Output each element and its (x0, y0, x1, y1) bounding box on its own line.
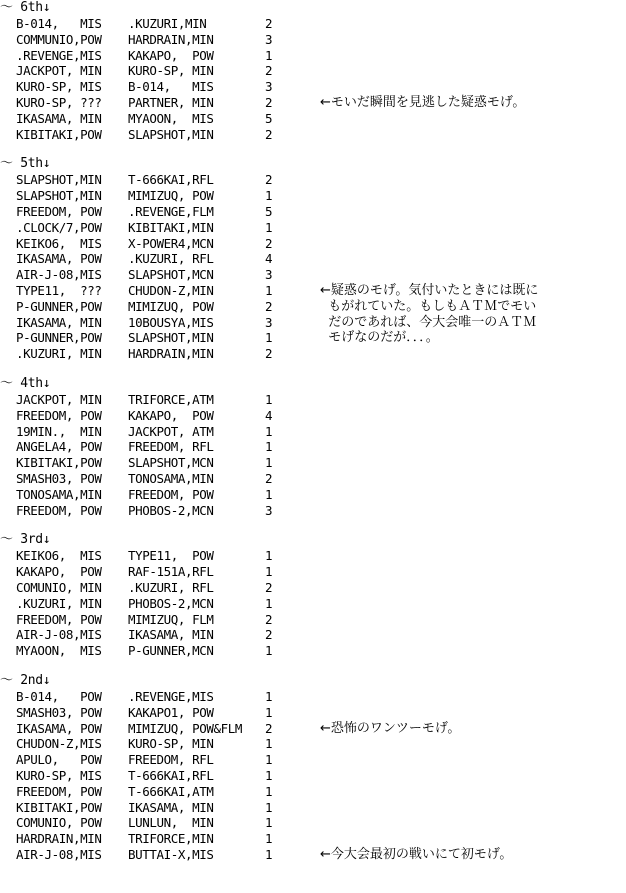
winner-cell: 19MIN., MIN (16, 423, 102, 439)
loser-cell: KURO-SP, MIN (128, 63, 214, 79)
loser-cell: SLAPSHOT,MIN (128, 330, 214, 346)
loser-cell: IKASAMA, MIN (128, 627, 214, 643)
winner-cell: IKASAMA, POW (16, 720, 102, 736)
winner-cell: B-014, POW (16, 689, 102, 704)
winner-cell: KURO-SP, MIS (16, 768, 102, 783)
count-cell: 2 (265, 611, 273, 627)
count-cell: 1 (265, 799, 273, 815)
loser-cell: B-014, MIS (128, 79, 214, 95)
section-header: 〜 2nd↓ (0, 673, 51, 688)
winner-cell: HARDRAIN,MIN (16, 831, 102, 847)
count-cell: 1 (265, 689, 273, 704)
winner-cell: KIBITAKI,POW (16, 126, 102, 142)
loser-cell: SLAPSHOT,MIN (128, 126, 214, 142)
winner-cell: TYPE11, ??? (16, 283, 102, 298)
winner-cell: KEIKO6, MIS (16, 235, 102, 251)
winner-cell: FREEDOM, POW (16, 502, 102, 518)
loser-cell: T-666KAI,RFL (128, 172, 214, 188)
loser-cell: FREEDOM, RFL (128, 752, 214, 768)
loser-cell: BUTTAI-X,MIS (128, 847, 214, 862)
winner-cell: P-GUNNER,POW (16, 298, 102, 314)
annotation-note: モげなのだが．．．。 (320, 330, 439, 346)
count-cell: 3 (265, 502, 273, 518)
count-cell: 2 (265, 95, 273, 110)
count-cell: 2 (265, 471, 273, 486)
count-cell: 2 (265, 63, 273, 79)
winner-cell: COMUNIO, POW (16, 815, 102, 831)
winner-cell: KURO-SP, ??? (16, 95, 102, 110)
loser-cell: KAKAPO, POW (128, 407, 214, 423)
winner-cell: .REVENGE,MIS (16, 47, 102, 63)
loser-cell: MIMIZUQ, FLM (128, 611, 214, 627)
count-cell: 1 (265, 219, 273, 235)
count-cell: 2 (265, 298, 273, 314)
loser-cell: 10BOUSYA,MIS (128, 314, 214, 330)
loser-cell: P-GUNNER,MCN (128, 643, 214, 659)
count-cell: 1 (265, 643, 273, 659)
winner-cell: AIR-J-08,MIS (16, 267, 102, 283)
annotation-note: だのであれば、今大会唯一のＡＴＭ (320, 314, 537, 330)
loser-cell: PHOBOS-2,MCN (128, 502, 214, 518)
count-cell: 2 (265, 126, 273, 142)
loser-cell: HARDRAIN,MIN (128, 346, 214, 362)
loser-cell: MIMIZUQ, POW (128, 188, 214, 204)
count-cell: 3 (265, 79, 273, 95)
winner-cell: JACKPOT, MIN (16, 392, 102, 407)
loser-cell: RAF-151A,RFL (128, 564, 214, 580)
count-cell: 1 (265, 704, 273, 720)
loser-cell: KIBITAKI,MIN (128, 219, 214, 235)
loser-cell: LUNLUN, MIN (128, 815, 214, 831)
winner-cell: TONOSAMA,MIN (16, 486, 102, 502)
winner-cell: FREEDOM, POW (16, 204, 102, 219)
loser-cell: .KUZURI,MIN (128, 16, 207, 31)
loser-cell: .KUZURI, RFL (128, 251, 214, 267)
loser-cell: X-POWER4,MCN (128, 235, 214, 251)
count-cell: 1 (265, 283, 273, 298)
count-cell: 2 (265, 16, 273, 31)
loser-cell: PHOBOS-2,MCN (128, 595, 214, 611)
count-cell: 5 (265, 110, 273, 126)
loser-cell: SLAPSHOT,MCN (128, 455, 214, 471)
annotation-note: ←今大会最初の戦いにて初モげ。 (320, 847, 513, 862)
count-cell: 2 (265, 627, 273, 643)
loser-cell: KAKAPO, POW (128, 47, 214, 63)
loser-cell: KURO-SP, MIN (128, 736, 214, 752)
winner-cell: KURO-SP, MIS (16, 79, 102, 95)
winner-cell: .CLOCK/7,POW (16, 219, 102, 235)
count-cell: 1 (265, 831, 273, 847)
winner-cell: JACKPOT, MIN (16, 63, 102, 79)
winner-cell: AIR-J-08,MIS (16, 847, 102, 862)
count-cell: 1 (265, 595, 273, 611)
annotation-note: ←恐怖のワンツーモげ。 (320, 720, 461, 736)
count-cell: 1 (265, 736, 273, 752)
count-cell: 1 (265, 783, 273, 799)
loser-cell: .KUZURI, RFL (128, 580, 214, 595)
loser-cell: PARTNER, MIN (128, 95, 214, 110)
section-header: 〜 6th↓ (0, 0, 51, 15)
loser-cell: FREEDOM, RFL (128, 439, 214, 455)
count-cell: 3 (265, 314, 273, 330)
count-cell: 1 (265, 423, 273, 439)
annotation-note: もがれていた。もしもＡＴＭでモい (320, 298, 537, 314)
winner-cell: FREEDOM, POW (16, 407, 102, 423)
loser-cell: TONOSAMA,MIN (128, 471, 214, 486)
loser-cell: .REVENGE,MIS (128, 689, 214, 704)
loser-cell: JACKPOT, ATM (128, 423, 214, 439)
winner-cell: .KUZURI, MIN (16, 595, 102, 611)
winner-cell: FREEDOM, POW (16, 783, 102, 799)
winner-cell: SLAPSHOT,MIN (16, 172, 102, 188)
count-cell: 2 (265, 172, 273, 188)
loser-cell: FREEDOM, POW (128, 486, 214, 502)
winner-cell: SLAPSHOT,MIN (16, 188, 102, 204)
winner-cell: COMUNIO, MIN (16, 580, 102, 595)
annotation-note: ←モいだ瞬間を見逃した疑惑モげ。 (320, 95, 526, 110)
winner-cell: B-014, MIS (16, 16, 102, 31)
winner-cell: IKASAMA, MIN (16, 314, 102, 330)
loser-cell: T-666KAI,ATM (128, 783, 214, 799)
winner-cell: APULO, POW (16, 752, 102, 768)
winner-cell: IKASAMA, POW (16, 251, 102, 267)
winner-cell: P-GUNNER,POW (16, 330, 102, 346)
winner-cell: FREEDOM, POW (16, 611, 102, 627)
winner-cell: KEIKO6, MIS (16, 548, 102, 564)
loser-cell: KAKAPO1, POW (128, 704, 214, 720)
loser-cell: MYAOON, MIS (128, 110, 214, 126)
loser-cell: TRIFORCE,ATM (128, 392, 214, 407)
count-cell: 1 (265, 768, 273, 783)
count-cell: 1 (265, 548, 273, 564)
count-cell: 1 (265, 455, 273, 471)
winner-cell: .KUZURI, MIN (16, 346, 102, 362)
count-cell: 1 (265, 439, 273, 455)
winner-cell: ANGELA4, POW (16, 439, 102, 455)
section-header: 〜 3rd↓ (0, 532, 51, 548)
count-cell: 4 (265, 407, 273, 423)
annotation-note: ←疑惑のモげ。気付いたときには既に (320, 283, 539, 298)
loser-cell: IKASAMA, MIN (128, 799, 214, 815)
winner-cell: SMASH03, POW (16, 704, 102, 720)
loser-cell: MIMIZUQ, POW&FLM (128, 720, 243, 736)
count-cell: 2 (265, 580, 273, 595)
count-cell: 1 (265, 564, 273, 580)
loser-cell: HARDRAIN,MIN (128, 31, 214, 47)
count-cell: 1 (265, 392, 273, 407)
count-cell: 3 (265, 31, 273, 47)
count-cell: 1 (265, 330, 273, 346)
count-cell: 1 (265, 815, 273, 831)
loser-cell: CHUDON-Z,MIN (128, 283, 214, 298)
count-cell: 4 (265, 251, 273, 267)
count-cell: 2 (265, 346, 273, 362)
count-cell: 5 (265, 204, 273, 219)
winner-cell: KAKAPO, POW (16, 564, 102, 580)
loser-cell: T-666KAI,RFL (128, 768, 214, 783)
winner-cell: KIBITAKI,POW (16, 455, 102, 471)
section-header: 〜 4th↓ (0, 376, 51, 391)
count-cell: 1 (265, 188, 273, 204)
count-cell: 2 (265, 235, 273, 251)
count-cell: 3 (265, 267, 273, 283)
loser-cell: TRIFORCE,MIN (128, 831, 214, 847)
loser-cell: SLAPSHOT,MCN (128, 267, 214, 283)
winner-cell: COMMUNIO,POW (16, 31, 102, 47)
winner-cell: AIR-J-08,MIS (16, 627, 102, 643)
winner-cell: MYAOON, MIS (16, 643, 102, 659)
loser-cell: .REVENGE,FLM (128, 204, 214, 219)
count-cell: 1 (265, 486, 273, 502)
loser-cell: TYPE11, POW (128, 548, 214, 564)
section-header: 〜 5th↓ (0, 156, 51, 172)
winner-cell: KIBITAKI,POW (16, 799, 102, 815)
count-cell: 1 (265, 47, 273, 63)
count-cell: 2 (265, 720, 273, 736)
winner-cell: CHUDON-Z,MIS (16, 736, 102, 752)
winner-cell: SMASH03, POW (16, 471, 102, 486)
count-cell: 1 (265, 752, 273, 768)
winner-cell: IKASAMA, MIN (16, 110, 102, 126)
count-cell: 1 (265, 847, 273, 862)
loser-cell: MIMIZUQ, POW (128, 298, 214, 314)
